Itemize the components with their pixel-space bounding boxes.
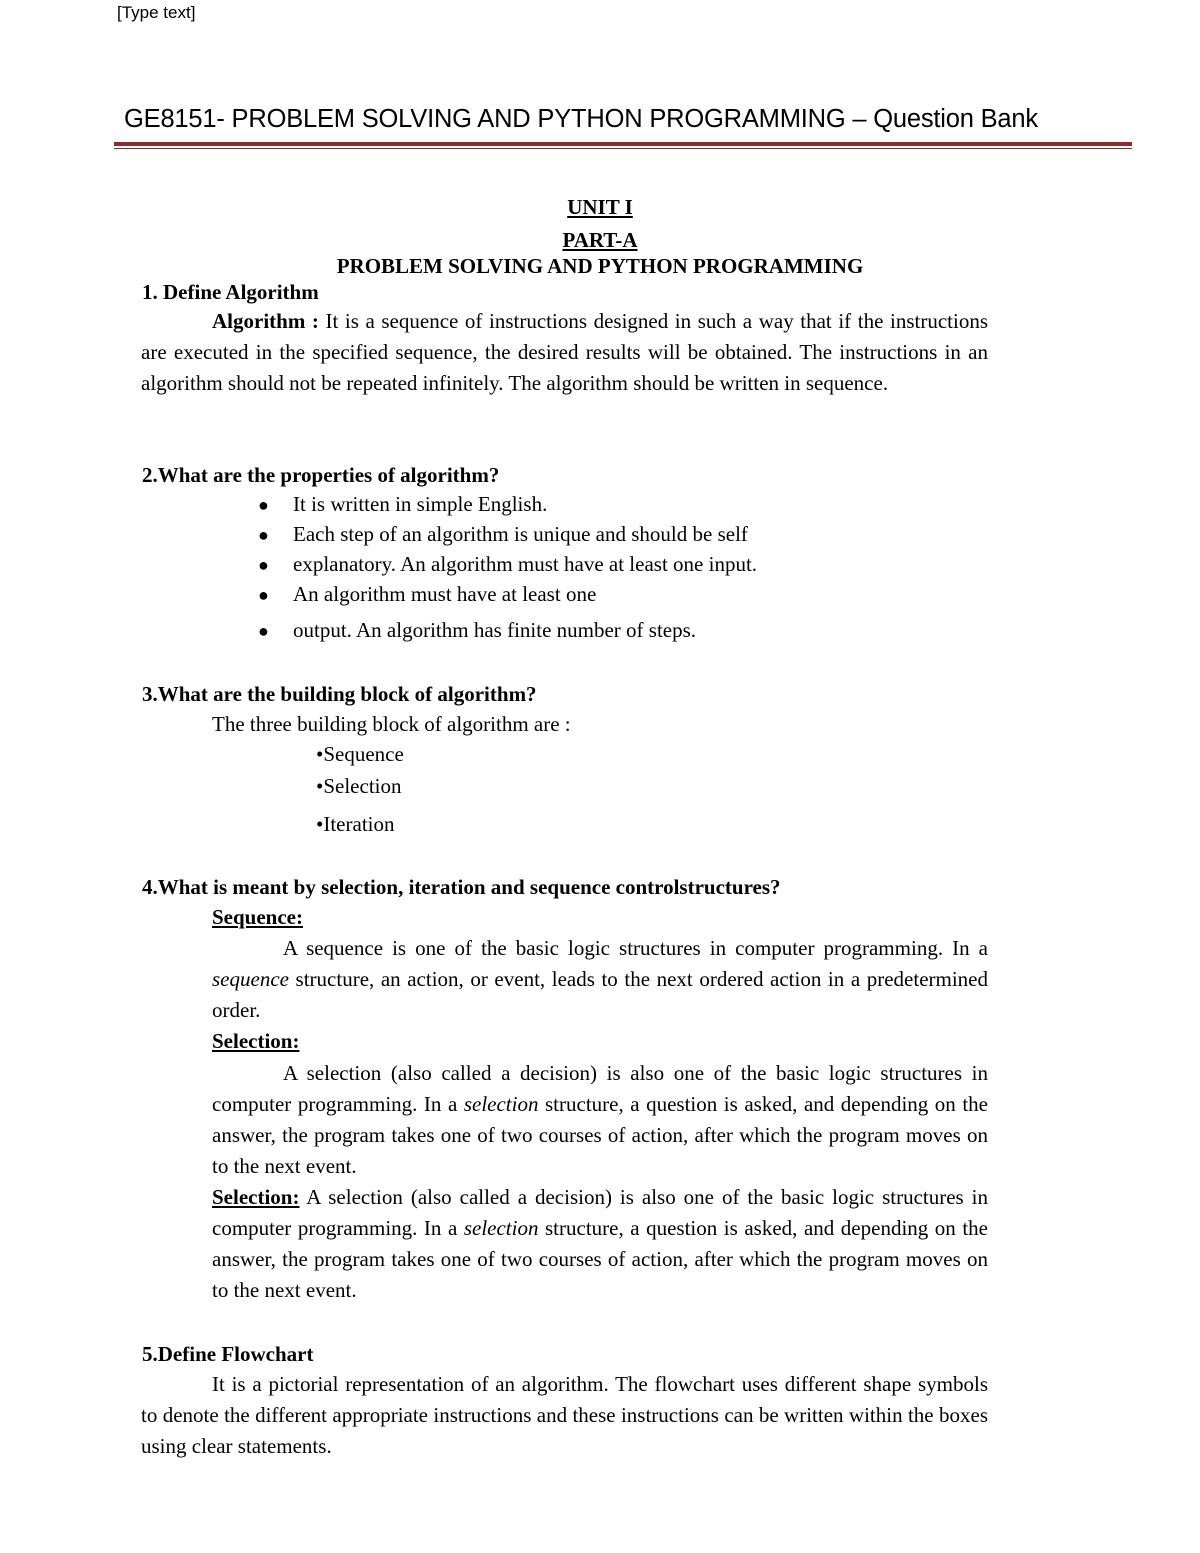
sequence-heading: Sequence: <box>212 905 303 929</box>
header-placeholder-text: [Type text] <box>117 3 196 22</box>
answer-5: It is a pictorial representation of an algorithm. The flowchart uses different shape symbols to denote the different appropriate instructions and these instructions can be written within the boxes using clear statements. <box>141 1372 988 1458</box>
question-2: 2.What are the properties of algorithm? <box>142 463 500 487</box>
building-blocks-list <box>316 742 404 837</box>
question-4: 4.What is meant by selection, iteration and sequence controlstructures? <box>142 875 781 899</box>
selection-heading-2: Selection: <box>212 1185 300 1209</box>
properties-list <box>258 492 757 648</box>
title-rule-thick <box>114 142 1132 146</box>
algorithm-definition: It is a sequence of instructions designed in such a way that if the instructions are executed in the specified sequence, the desired results will be obtained. The instructions in an algorithm should not be repeated infinitely. The algorithm should be written in sequence. <box>141 309 988 395</box>
document-title: GE8151- PROBLEM SOLVING AND PYTHON PROGRAMMING – Question Bank <box>124 105 1038 133</box>
part-label: PART-A <box>562 228 638 252</box>
title-rule-thin <box>114 148 1132 149</box>
selection-heading: Selection: <box>212 1029 300 1053</box>
question-3: 3.What are the building block of algorithm? <box>142 682 537 706</box>
bullet-icon: ● <box>258 621 269 641</box>
list-item: ● Each step of an algorithm is unique and should be self <box>258 522 748 546</box>
list-item: ● output. An algorithm has finite number of steps. <box>258 618 697 642</box>
bullet-icon: ● <box>258 555 269 575</box>
list-item: ● explanatory. An algorithm must have at least one input. <box>258 552 758 576</box>
subject-heading: PROBLEM SOLVING AND PYTHON PROGRAMMING <box>336 254 864 278</box>
answer-1 <box>141 306 988 399</box>
list-item: •Iteration <box>316 812 395 836</box>
bullet-icon: ● <box>258 585 269 605</box>
question-5: 5.Define Flowchart <box>142 1342 314 1366</box>
unit-label: UNIT I <box>567 195 633 219</box>
selection-paragraph: A selection (also called a decision) is also one of the basic logic structures in computer programming. In a selection structure, a question is asked, and depending on the answer, the program takes one of two courses of action, after which the program moves on to the next event. <box>212 1061 988 1178</box>
building-blocks-intro: The three building block of algorithm are : <box>212 712 571 736</box>
list-item: •Selection <box>316 774 402 798</box>
sequence-paragraph: A sequence is one of the basic logic structures in computer programming. In a sequence structure, an action, or event, leads to the next ordered action in a predetermined order. <box>212 936 988 1022</box>
bullet-icon: ● <box>258 495 269 515</box>
question-1: 1. Define Algorithm <box>142 280 319 304</box>
bullet-icon: ● <box>258 525 269 545</box>
algorithm-term: Algorithm : <box>212 309 319 333</box>
list-item: ● An algorithm must have at least one <box>258 582 597 606</box>
list-item: ● It is written in simple English. <box>258 492 548 516</box>
selection-paragraph-2: Selection: A selection (also called a decision) is also one of the basic logic structures in computer programming. In a selection structure, a question is asked, and depending on the answer, the program takes one of two courses of action, after which the program moves on to the next event. <box>212 1185 988 1302</box>
list-item: •Sequence <box>316 742 404 766</box>
